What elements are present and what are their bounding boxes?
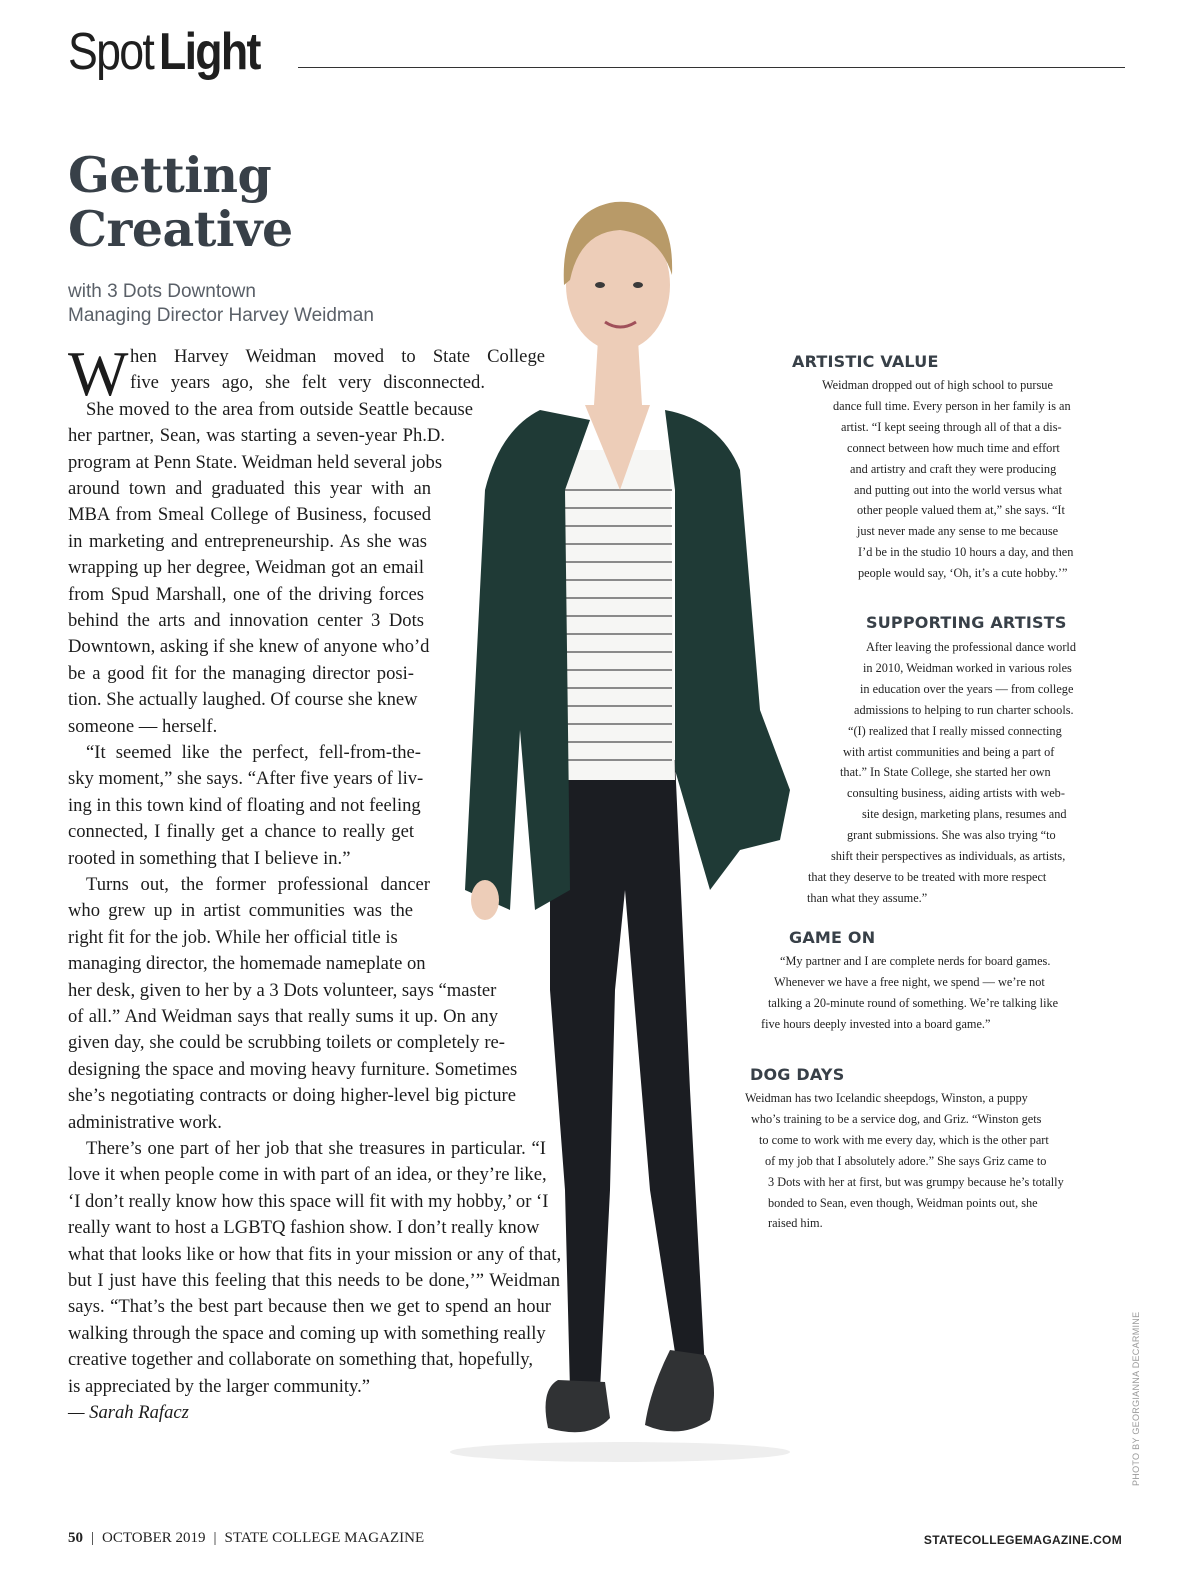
- sidebar-line: site design, marketing plans, resumes and: [862, 807, 1067, 822]
- article-line: love it when people come in with part of an idea, or they’re like,: [68, 1164, 547, 1186]
- sidebar-line: dance full time. Every person in her family is an: [833, 398, 1071, 413]
- section-brand: [68, 22, 276, 82]
- sidebar-line: that.” In State College, she started her own: [840, 765, 1051, 780]
- footer-left: [68, 1530, 424, 1547]
- sidebar-line: grant submissions. She was also trying “to: [847, 828, 1056, 843]
- sidebar-line: other people valued them at,” she says. “It: [857, 503, 1065, 518]
- photo-credit: PHOTO BY GEORGIANNA DECARMINE: [1131, 1311, 1141, 1486]
- article-line: but I just have this feeling that this needs to be done,’” Weidman: [68, 1270, 560, 1291]
- article-line: walking through the space and coming up with something really: [68, 1322, 546, 1344]
- drop-cap: W: [68, 338, 129, 409]
- subtitle-line-2: Managing Director Harvey Weidman: [68, 305, 374, 326]
- footer-separator: |: [213, 1530, 217, 1546]
- article-line: She moved to the area from outside Seattle because: [86, 398, 473, 420]
- article-line: be a good fit for the managing director posi-: [68, 662, 414, 684]
- article-line: from Spud Marshall, one of the driving forces: [68, 583, 424, 605]
- article-line: someone — herself.: [68, 715, 218, 737]
- article-line: her partner, Sean, was starting a seven-year Ph.D.: [68, 425, 445, 447]
- sidebar-line: in 2010, Weidman worked in various roles: [863, 660, 1072, 675]
- sidebar-heading: DOG DAYS: [750, 1065, 845, 1084]
- article-line: given day, she could be scrubbing toilets or completely re-: [68, 1032, 505, 1054]
- issue-date: OCTOBER 2019: [102, 1530, 206, 1546]
- article-line: sky moment,” she says. “After five years of liv-: [68, 768, 424, 790]
- footer-separator: |: [91, 1530, 95, 1546]
- sidebar-line: I’d be in the studio 10 hours a day, and then: [858, 545, 1074, 560]
- article-subtitle: [68, 280, 488, 328]
- photo-floor-shadow: [450, 1442, 790, 1462]
- sidebar-heading: GAME ON: [789, 928, 876, 947]
- article-line: connected, I finally get a chance to really get: [68, 821, 414, 843]
- header-rule: [298, 67, 1125, 68]
- title-line-2: Creative: [68, 200, 293, 258]
- article-line: designing the space and moving heavy furniture. Sometimes: [68, 1058, 518, 1080]
- article-title: [68, 148, 488, 256]
- article-line: MBA from Smeal College of Business, focused: [68, 504, 431, 526]
- article-line: is appreciated by the larger community.”: [68, 1375, 371, 1397]
- article-line: in marketing and entrepreneurship. As she was: [68, 530, 427, 552]
- title-line-1: Getting: [68, 146, 272, 204]
- sidebar-line: with artist communities and being a part of: [843, 744, 1055, 759]
- sidebar-line: “My partner and I are complete nerds for board games.: [780, 954, 1051, 968]
- sidebar-heading: ARTISTIC VALUE: [792, 352, 939, 371]
- photo-jacket-right: [665, 410, 790, 890]
- sidebar-line: 3 Dots with her at first, but was grumpy because he’s totally: [768, 1174, 1064, 1189]
- sidebar-line: raised him.: [768, 1216, 823, 1231]
- article-line: rooted in something that I believe in.”: [68, 847, 351, 869]
- article-line: of all.” And Weidman says that really sums it up. On any: [68, 1006, 498, 1027]
- page-number: 50: [68, 1530, 83, 1546]
- sidebar-line: that they deserve to be treated with more respect: [808, 869, 1047, 884]
- sidebar-line: consulting business, aiding artists with web-: [847, 786, 1065, 801]
- article-line: behind the arts and innovation center 3 Dots: [68, 610, 424, 631]
- sidebar-line: and artistry and craft they were producing: [850, 461, 1057, 476]
- sidebar-line: Weidman has two Icelandic sheepdogs, Winston, a puppy: [745, 1091, 1028, 1105]
- sidebar-line: to come to work with me every day, which is the other part: [759, 1132, 1049, 1147]
- sidebar-line: shift their perspectives as individuals, as artists,: [831, 849, 1066, 863]
- article-line: really want to host a LGBTQ fashion show. I don’t really know: [68, 1217, 540, 1239]
- article-line: around town and graduated this year with an: [68, 478, 431, 499]
- article-line: managing director, the homemade nameplate on: [68, 953, 426, 975]
- article-line: Downtown, asking if she knew of anyone who’d: [68, 636, 430, 658]
- sidebar-line: talking a 20-minute round of something. We’re talking like: [768, 995, 1059, 1010]
- subtitle-line-1: with 3 Dots Downtown: [68, 281, 256, 302]
- sidebar-line: connect between how much time and effort: [847, 440, 1060, 455]
- article-line: says. “That’s the best part because then we get to spend an hour: [68, 1296, 551, 1318]
- article-line: Turns out, the former professional dancer: [86, 874, 430, 895]
- sidebar-line: Weidman dropped out of high school to pursue: [822, 378, 1053, 392]
- sidebar-line: than what they assume.”: [807, 890, 928, 905]
- sidebar-line: of my job that I absolutely adore.” She says Griz came to: [765, 1153, 1047, 1168]
- sidebar-line: who’s training to be a service dog, and Griz. “Winston gets: [751, 1111, 1042, 1126]
- sidebar-line: just never made any sense to me because: [857, 524, 1059, 539]
- sidebar-heading: SUPPORTING ARTISTS: [866, 613, 1067, 632]
- article-line: “It seemed like the perfect, fell-from-the-: [86, 742, 421, 763]
- article-line: five years ago, she felt very disconnected.: [130, 372, 485, 394]
- article-line: There’s one part of her job that she treasures in particular. “I: [86, 1138, 546, 1159]
- photo-left-shoe: [546, 1380, 610, 1432]
- article-line: administrative work.: [68, 1111, 222, 1133]
- sidebar-line: and putting out into the world versus what: [854, 482, 1062, 497]
- article-line: wrapping up her degree, Weidman got an email: [68, 557, 424, 579]
- article-line: program at Penn State. Weidman held several jobs: [68, 451, 443, 473]
- article-line: she’s negotiating contracts or doing higher-level big picture: [68, 1085, 516, 1107]
- article-line: creative together and collaborate on something that, hopefully,: [68, 1349, 534, 1371]
- article-line: who grew up in artist communities was the: [68, 900, 413, 922]
- photo-right-shoe: [645, 1350, 714, 1431]
- sidebar-line: in education over the years — from college: [860, 681, 1074, 696]
- sidebar-line: “(I) realized that I really missed connecting: [848, 723, 1062, 738]
- magazine-url[interactable]: STATECOLLEGEMAGAZINE.COM: [923, 1533, 1122, 1547]
- sidebar-line: bonded to Sean, even though, Weidman points out, she: [768, 1195, 1038, 1210]
- magazine-name: STATE COLLEGE MAGAZINE: [224, 1530, 425, 1546]
- sidebar-line: artist. “I kept seeing through all of that a dis-: [841, 419, 1062, 434]
- sidebar-line: people would say, ‘Oh, it’s a cute hobby.’”: [858, 566, 1068, 581]
- article-line: ing in this town kind of floating and not feeling: [68, 794, 421, 816]
- photo-hand: [471, 880, 499, 920]
- article-line: her desk, given to her by a 3 Dots volunteer, says “master: [68, 979, 497, 1001]
- article-line: tion. She actually laughed. Of course she knew: [68, 689, 418, 711]
- brand-bold: Light: [158, 23, 260, 81]
- photo-shirt: [560, 450, 675, 780]
- article-line: what that looks like or how that fits in your mission or any of that,: [68, 1243, 562, 1265]
- sidebar-line: Whenever we have a free night, we spend — we’re not: [774, 974, 1045, 989]
- article-line: right fit for the job. While her official title is: [68, 926, 398, 948]
- article-byline: — Sarah Rafacz: [68, 1402, 189, 1423]
- article-line: hen Harvey Weidman moved to State College: [130, 346, 545, 367]
- photo-pants: [550, 760, 705, 1390]
- article-line: ‘I don’t really know how this space will fit with my hobby,’ or ‘I: [68, 1190, 549, 1212]
- sidebar-line: After leaving the professional dance world: [866, 640, 1076, 654]
- brand-light: Spot: [68, 23, 154, 81]
- sidebar-line: five hours deeply invested into a board game.”: [761, 1016, 991, 1031]
- section-header: [68, 22, 276, 82]
- sidebar-line: admissions to helping to run charter schools.: [854, 702, 1074, 717]
